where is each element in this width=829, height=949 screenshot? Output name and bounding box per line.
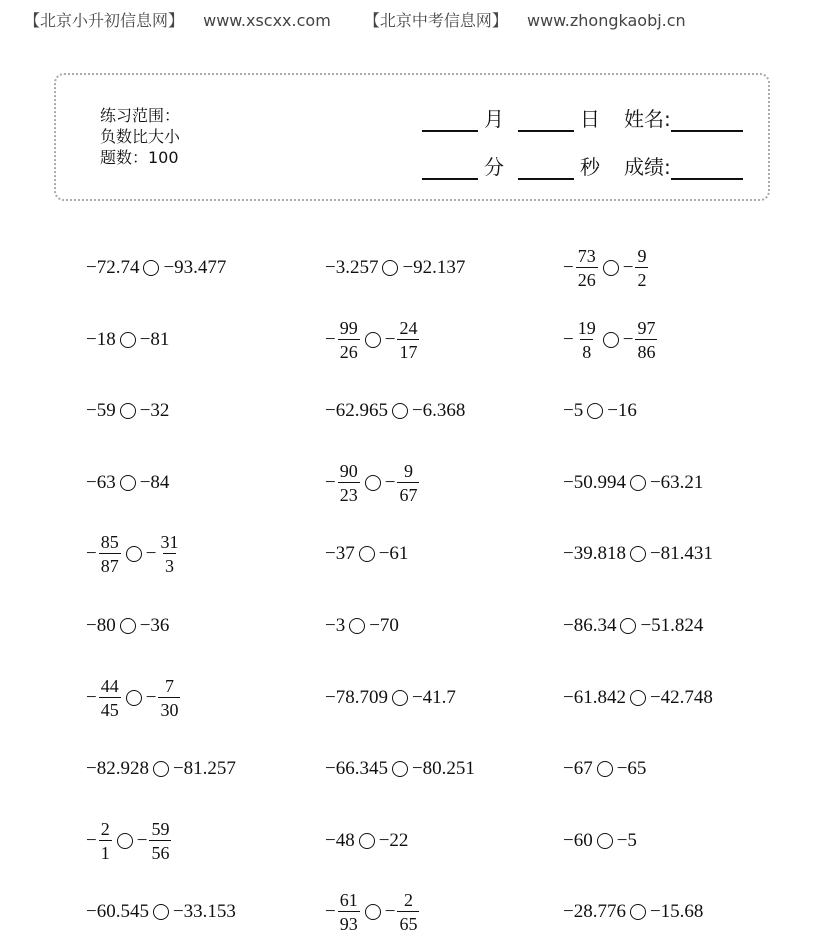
right-number: −6.368	[411, 400, 466, 422]
right-number: −61	[378, 543, 409, 565]
month-label: 月	[484, 107, 504, 131]
problem-item	[86, 315, 169, 365]
problem-item	[86, 816, 172, 866]
problem-item	[563, 601, 703, 651]
problem-item	[86, 458, 169, 508]
left-numerator: 90	[339, 460, 358, 481]
problem-item	[325, 458, 420, 508]
right-minus-sign: −	[622, 328, 634, 350]
left-fraction	[338, 462, 360, 504]
right-fraction	[397, 319, 419, 361]
problem-item	[563, 315, 658, 365]
left-number: −50.994	[563, 471, 626, 493]
problem-item	[86, 673, 181, 723]
problem-item	[86, 744, 236, 794]
left-fraction	[99, 820, 112, 862]
left-number: −39.818	[563, 543, 626, 565]
right-minus-sign: −	[145, 543, 157, 565]
problem-item	[325, 673, 456, 723]
problem-item	[563, 744, 646, 794]
left-number: −82.928	[86, 758, 149, 780]
answer-circle[interactable]	[126, 690, 142, 706]
site-name-1: 【北京小升初信息网】	[24, 11, 185, 30]
right-denominator: 65	[397, 911, 419, 933]
right-numerator: 31	[160, 532, 179, 553]
right-fraction	[158, 677, 180, 719]
right-number: −80.251	[411, 758, 475, 780]
left-minus-sign: −	[325, 471, 336, 493]
left-number: −37	[325, 543, 355, 565]
left-numerator: 73	[577, 246, 596, 266]
right-number: −41.7	[411, 686, 456, 708]
answer-circle[interactable]	[143, 260, 159, 276]
question-count: 题数：100	[100, 148, 179, 167]
problem-item	[563, 816, 637, 866]
problem-item	[325, 744, 475, 794]
right-denominator: 17	[397, 339, 419, 361]
right-denominator: 30	[158, 697, 180, 719]
left-fraction	[99, 677, 121, 719]
left-denominator: 8	[580, 339, 593, 361]
right-minus-sign: −	[384, 471, 396, 493]
left-denominator: 93	[338, 911, 360, 933]
answer-circle[interactable]	[630, 475, 646, 491]
score-blank[interactable]	[671, 156, 743, 180]
right-denominator: 2	[635, 267, 648, 289]
range-label: 练习范围：	[100, 106, 181, 125]
minute-blank[interactable]	[422, 156, 478, 180]
left-minus-sign: −	[563, 328, 574, 350]
right-number: −36	[139, 615, 170, 636]
answer-circle[interactable]	[153, 761, 169, 777]
answer-circle[interactable]	[630, 546, 646, 562]
answer-circle[interactable]	[120, 475, 136, 491]
left-numerator: 19	[577, 317, 596, 338]
answer-circle[interactable]	[603, 332, 619, 348]
left-number: −60	[563, 829, 593, 851]
left-number: −80	[86, 615, 116, 636]
left-number: −72.74	[86, 257, 140, 278]
problem-item	[86, 529, 181, 579]
right-denominator: 86	[635, 339, 657, 361]
left-number: −60.545	[86, 901, 149, 923]
right-number: −93.477	[163, 257, 227, 278]
right-number: −81.431	[649, 543, 713, 565]
answer-circle[interactable]	[153, 904, 169, 920]
right-fraction	[397, 462, 419, 504]
answer-circle[interactable]	[597, 761, 613, 777]
answer-circle[interactable]	[630, 904, 646, 920]
right-fraction	[635, 247, 648, 289]
left-fraction	[338, 319, 360, 361]
second-label: 秒	[580, 155, 600, 179]
left-fraction	[576, 319, 598, 361]
range-value: 负数比大小	[100, 127, 181, 146]
left-minus-sign: −	[563, 257, 574, 278]
left-fraction	[576, 247, 598, 289]
right-number: −84	[139, 471, 170, 493]
left-denominator: 26	[576, 267, 598, 289]
problem-item	[563, 243, 649, 293]
left-minus-sign: −	[86, 543, 97, 565]
left-number: −62.965	[325, 400, 388, 422]
month-blank[interactable]	[422, 108, 478, 132]
info-box	[54, 73, 770, 201]
left-denominator: 26	[338, 339, 360, 361]
site-url-1: www.xscxx.com	[203, 11, 331, 30]
answer-circle[interactable]	[365, 904, 381, 920]
answer-circle[interactable]	[392, 761, 408, 777]
right-fraction	[158, 533, 180, 575]
right-number: −42.748	[649, 686, 713, 708]
answer-circle[interactable]	[349, 618, 365, 634]
right-denominator: 67	[397, 482, 419, 504]
name-blank[interactable]	[671, 108, 743, 132]
site-name-2: 【北京中考信息网】	[363, 11, 508, 30]
problem-item	[325, 529, 408, 579]
right-number: −22	[378, 829, 409, 851]
left-number: −86.34	[563, 615, 617, 636]
date-name-row	[422, 103, 743, 132]
problem-item	[563, 887, 703, 937]
right-number: −5	[616, 829, 637, 851]
left-number: −63	[86, 471, 116, 493]
right-number: −32	[139, 400, 170, 422]
left-denominator: 1	[99, 840, 112, 862]
answer-circle[interactable]	[603, 260, 619, 276]
answer-circle[interactable]	[392, 403, 408, 419]
problem-item	[86, 386, 169, 436]
answer-circle[interactable]	[120, 403, 136, 419]
left-number: −5	[563, 400, 584, 422]
right-minus-sign: −	[384, 328, 396, 350]
left-fraction	[338, 891, 360, 933]
left-denominator: 45	[99, 697, 121, 719]
right-number: −92.137	[402, 257, 466, 278]
problem-item	[563, 529, 713, 579]
left-denominator: 23	[338, 482, 360, 504]
right-numerator: 7	[164, 675, 174, 696]
left-minus-sign: −	[325, 901, 336, 923]
right-numerator: 59	[151, 818, 170, 839]
name-label: 姓名:	[624, 107, 671, 131]
practice-info	[100, 105, 180, 168]
right-denominator: 56	[149, 840, 171, 862]
problem-item	[563, 386, 637, 436]
right-denominator: 3	[163, 553, 176, 575]
left-number: −67	[563, 758, 593, 780]
right-number: −16	[607, 400, 637, 422]
right-number: −70	[369, 615, 399, 636]
answer-circle[interactable]	[630, 690, 646, 706]
problem-item	[86, 887, 236, 937]
left-number: −78.709	[325, 686, 388, 708]
left-number: −48	[325, 829, 355, 851]
problem-item	[325, 315, 420, 365]
score-label: 成绩:	[624, 155, 671, 179]
answer-circle[interactable]	[587, 403, 603, 419]
right-numerator: 9	[637, 246, 647, 266]
right-number: −81.257	[172, 758, 236, 780]
answer-circle[interactable]	[120, 332, 136, 348]
right-numerator: 9	[403, 460, 413, 481]
left-minus-sign: −	[325, 328, 336, 350]
problem-item	[563, 458, 703, 508]
answer-circle[interactable]	[620, 618, 636, 634]
right-minus-sign: −	[622, 257, 634, 278]
left-numerator: 61	[339, 890, 358, 911]
left-denominator: 87	[99, 553, 121, 575]
left-number: −28.776	[563, 901, 626, 923]
problem-item	[325, 887, 420, 937]
problem-item	[86, 243, 226, 293]
minute-label: 分	[484, 155, 504, 179]
time-score-row	[422, 151, 743, 180]
right-number: −51.824	[640, 615, 704, 636]
problem-item	[325, 386, 465, 436]
right-fraction	[635, 319, 657, 361]
answer-circle[interactable]	[359, 546, 375, 562]
left-numerator: 99	[339, 317, 358, 338]
day-blank[interactable]	[518, 108, 574, 132]
right-number: −81	[139, 328, 170, 350]
page-header	[24, 8, 700, 31]
left-minus-sign: −	[86, 829, 97, 851]
right-number: −15.68	[649, 901, 704, 923]
left-number: −18	[86, 328, 116, 350]
problem-item	[325, 816, 408, 866]
answer-circle[interactable]	[382, 260, 398, 276]
answer-circle[interactable]	[120, 618, 136, 634]
right-minus-sign: −	[384, 901, 396, 923]
left-numerator: 85	[100, 532, 119, 553]
right-fraction	[149, 820, 171, 862]
right-number: −65	[616, 758, 647, 780]
problem-item	[325, 601, 399, 651]
right-numerator: 97	[637, 317, 656, 338]
right-numerator: 24	[399, 317, 418, 338]
right-number: −33.153	[172, 901, 236, 923]
left-number: −3	[325, 615, 346, 636]
left-minus-sign: −	[86, 686, 97, 708]
site-url-2: www.zhongkaobj.cn	[526, 11, 686, 30]
day-label: 日	[580, 107, 600, 131]
problem-item	[563, 673, 713, 723]
left-number: −61.842	[563, 686, 626, 708]
second-blank[interactable]	[518, 156, 574, 180]
right-numerator: 2	[403, 890, 413, 911]
problem-item	[325, 243, 465, 293]
left-number: −3.257	[325, 257, 379, 278]
answer-circle[interactable]	[365, 475, 381, 491]
left-number: −66.345	[325, 758, 388, 780]
right-fraction	[397, 891, 419, 933]
answer-circle[interactable]	[392, 690, 408, 706]
answer-circle[interactable]	[597, 833, 613, 849]
answer-circle[interactable]	[365, 332, 381, 348]
answer-circle[interactable]	[117, 833, 133, 849]
problem-item	[86, 601, 169, 651]
right-number: −63.21	[649, 471, 704, 493]
right-minus-sign: −	[136, 829, 148, 851]
answer-circle[interactable]	[359, 833, 375, 849]
right-minus-sign: −	[145, 686, 157, 708]
left-numerator: 2	[100, 818, 110, 839]
left-fraction	[99, 533, 121, 575]
left-number: −59	[86, 400, 116, 422]
answer-circle[interactable]	[126, 546, 142, 562]
left-numerator: 44	[100, 675, 119, 696]
